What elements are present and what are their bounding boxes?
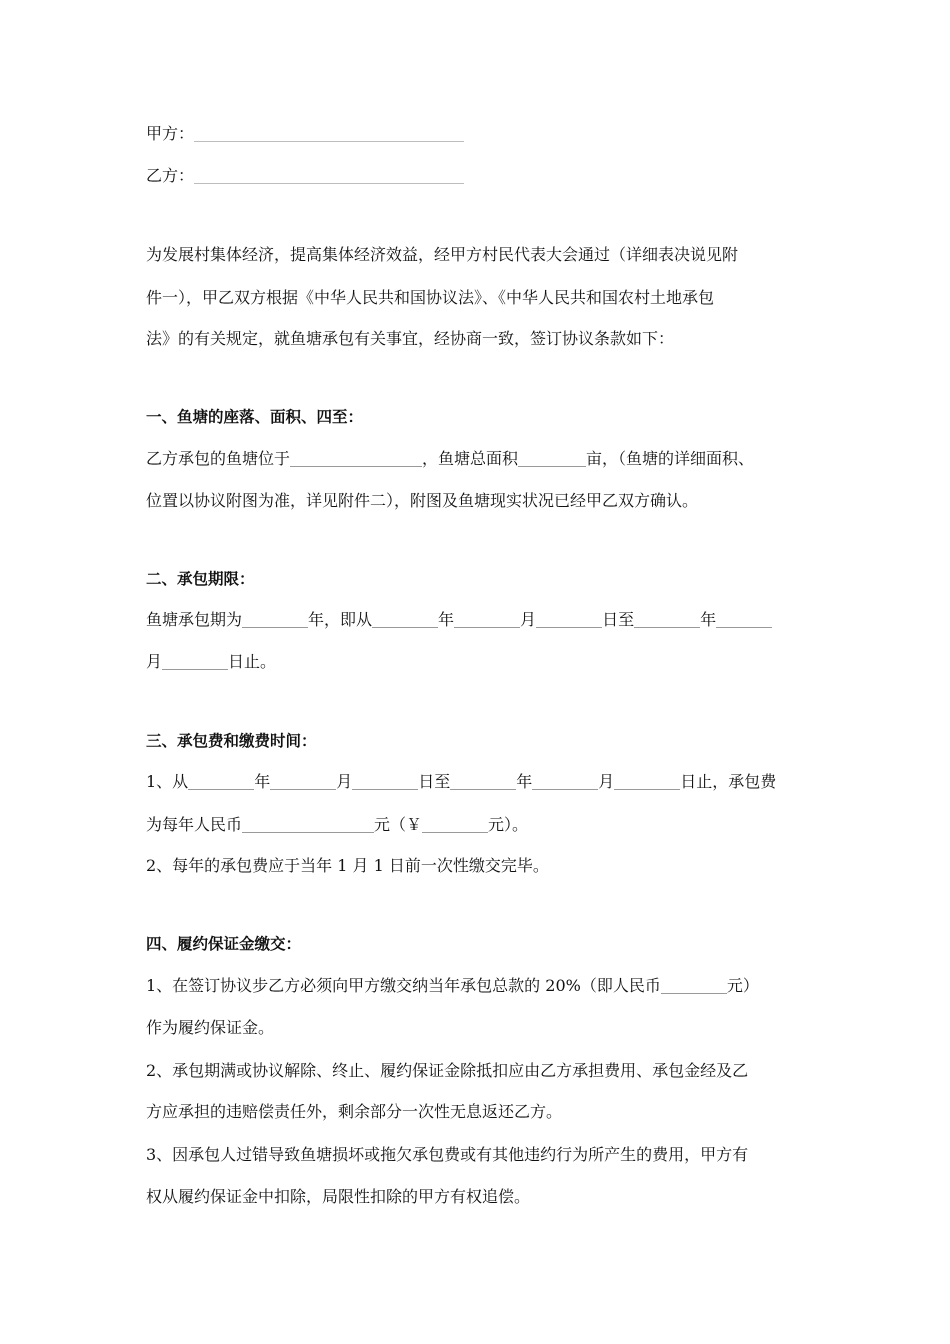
s1-text-a: 乙方承包的鱼塘位于 <box>146 449 291 468</box>
section-4-p2-line-2: 方应承担的违赔偿责任外，剩余部分一次性无息返还乙方。 <box>146 1102 563 1121</box>
section-4-p2-line-1: 2、承包期满或协议解除、终止、履约保证金除抵扣应由乙方承担费用、承包金经及乙 <box>146 1061 749 1080</box>
section-2-line-2 <box>146 651 276 673</box>
party-b-label: 乙方： <box>146 166 195 185</box>
s4-text-a: 1、在签订协议步乙方必须向甲方缴交纳当年承包总款的 20%（即人民币 <box>146 976 661 995</box>
s1-text-c: 亩，（鱼塘的详细面积、 <box>586 449 755 468</box>
s3-text-g: 日止，承包费 <box>680 772 777 791</box>
term-years-blank <box>242 611 308 628</box>
intro-line-1: 为发展村集体经济，提高集体经济效益，经甲方村民代表大会通过（详细表决说见附 <box>146 245 739 264</box>
start-month-blank <box>454 611 520 628</box>
section-3-line-2 <box>146 814 528 836</box>
location-blank <box>290 450 422 467</box>
s3-text-b: 年 <box>254 772 271 791</box>
s3-text-j: 元）。 <box>488 815 529 834</box>
fee-end-month-blank <box>532 773 598 790</box>
section-3-line-1 <box>146 771 776 793</box>
s3-text-a: 1、从 <box>146 772 189 791</box>
fee-end-year-blank <box>450 773 516 790</box>
s2-text-e: 日至 <box>602 610 635 629</box>
section-4-p1-line-1 <box>146 975 759 997</box>
section-4-p3-line-2: 权从履约保证金中扣除，局限性扣除的甲方有权追偿。 <box>146 1187 531 1206</box>
s3-text-c: 月 <box>336 772 353 791</box>
s2-text-f: 年 <box>700 610 717 629</box>
end-day-blank <box>162 653 228 670</box>
party-a-label: 甲方： <box>146 124 195 143</box>
start-day-blank <box>536 611 602 628</box>
end-month-prefix-blank <box>716 611 772 628</box>
section-4-p1-line-2: 作为履约保证金。 <box>146 1018 275 1037</box>
fee-end-day-blank <box>614 773 680 790</box>
s3-text-h: 为每年人民币 <box>146 815 243 834</box>
section-1-line-1 <box>146 448 754 470</box>
section-3-line-3: 2、每年的承包费应于当年 1 月 1 日前一次性缴交完毕。 <box>146 856 549 875</box>
area-blank <box>518 450 586 467</box>
party-a-line <box>146 123 464 145</box>
section-1-title: 一、鱼塘的座落、面积、四至： <box>146 408 364 426</box>
fee-amount-number-blank <box>422 816 488 833</box>
s3-text-e: 年 <box>516 772 533 791</box>
section-4-title: 四、履约保证金缴交： <box>146 935 302 953</box>
intro-line-3: 法》的有关规定，就鱼塘承包有关事宜，经协商一致，签订协议条款如下： <box>146 329 675 348</box>
fee-amount-words-blank <box>242 816 374 833</box>
section-2-title: 二、承包期限： <box>146 570 255 588</box>
start-year-blank <box>372 611 438 628</box>
section-2-line-1 <box>146 609 772 631</box>
s2-text-g: 月 <box>146 652 163 671</box>
fee-start-year-blank <box>188 773 254 790</box>
end-year-blank <box>634 611 700 628</box>
s1-text-b: ，鱼塘总面积 <box>422 449 519 468</box>
s3-text-d: 日至 <box>418 772 451 791</box>
s3-text-f: 月 <box>598 772 615 791</box>
s2-text-h: 日止。 <box>228 652 277 671</box>
section-4-p3-line-1: 3、因承包人过错导致鱼塘损坏或拖欠承包费或有其他违约行为所产生的费用，甲方有 <box>146 1145 749 1164</box>
party-b-blank <box>194 167 464 184</box>
section-3-title: 三、承包费和缴费时间： <box>146 732 317 750</box>
s4-text-b: 元） <box>726 976 759 995</box>
s2-text-a: 鱼塘承包期为 <box>146 610 243 629</box>
s2-text-b: 年，即从 <box>308 610 373 629</box>
section-1-line-2: 位置以协议附图为准，详见附件二），附图及鱼塘现实状况已经甲乙双方确认。 <box>146 491 699 510</box>
s3-text-i: 元（￥ <box>374 815 423 834</box>
fee-start-day-blank <box>352 773 418 790</box>
fee-start-month-blank <box>270 773 336 790</box>
party-b-line <box>146 165 464 187</box>
party-a-blank <box>194 125 464 142</box>
deposit-amount-blank <box>661 977 727 994</box>
s2-text-d: 月 <box>520 610 537 629</box>
intro-line-2: 件一），甲乙双方根据《中华人民共和国协议法》、《中华人民共和国农村土地承包 <box>146 288 715 307</box>
s2-text-c: 年 <box>438 610 455 629</box>
